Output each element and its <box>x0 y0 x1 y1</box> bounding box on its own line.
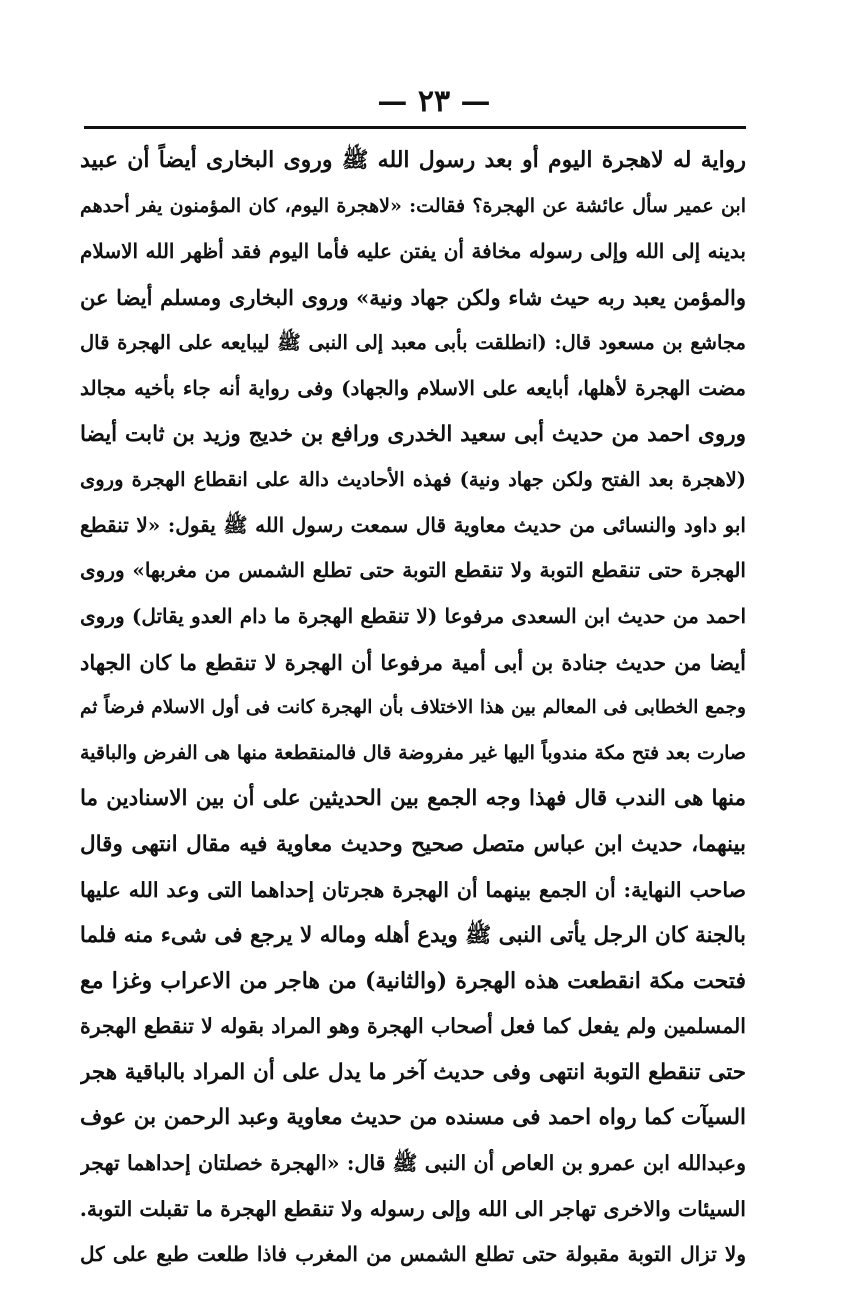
text-line: صاحب النهاية: أن الجمع بينهما أن الهجرة هجرتان إحداهما التى وعد الله عليها <box>80 877 746 902</box>
text-line: وروى احمد من حديث أبى سعيد الخدرى ورافع بن خديج وزيد بن ثابت أيضا <box>80 421 746 447</box>
text-line: صارت بعد فتح مكة مندوباً اليها غير مفروضة قال فالمنقطعة منها هى الفرض والباقية <box>80 741 746 764</box>
text-line: السيآت كما رواه احمد فى مسنده من حديث معاوية وعبد الرحمن بن عوف <box>80 1105 746 1131</box>
text-line: ولا تزال التوبة مقبولة حتى تطلع الشمس من المغرب فاذا طلعت طبع على كل <box>80 1242 746 1267</box>
text-line: بالجنة كان الرجل يأتى النبى ﷺ ويدع أهله وماله لا يرجع فى شىء منه فلما <box>80 923 746 949</box>
text-line: رواية له لاهجرة اليوم أو بعد رسول الله ﷺ وروى البخارى أيضاً أن عبيد <box>80 147 746 173</box>
text-line: السيئات والاخرى تهاجر الى الله وإلى رسوله ولا تنقطع الهجرة ما تقبلت التوبة. <box>80 1196 746 1221</box>
text-line: (لاهجرة بعد الفتح ولكن جهاد ونية) فهذه الأحاديث دالة على انقطاع الهجرة وروى <box>80 468 746 492</box>
header-rule <box>84 126 746 129</box>
page-number: — ٢٣ — <box>377 84 491 119</box>
text-line: فتحت مكة انقطعت هذه الهجرة (والثانية) من هاجر من الاعراب وغزا مع <box>80 967 746 994</box>
text-line: الهجرة حتى تنقطع التوبة ولا تنقطع التوبة حتى تطلع الشمس من مغربها» وروى <box>80 558 746 583</box>
text-line: أيضا من حديث جنادة بن أبى أمية مرفوعا أن الهجرة لا تنقطع ما كان الجهاد <box>80 649 746 675</box>
text-line: مجاشع بن مسعود قال: (انطلقت بأبى معبد إلى النبى ﷺ ليبايعه على الهجرة قال <box>80 331 746 355</box>
text-line: بينهما، حديث ابن عباس متصل صحيح وحديث معاوية فيه مقال انتهى وقال <box>80 831 746 857</box>
text-line: منها هى الندب قال فهذا وجه الجمع بين الحديثين على أن بين الاسنادين ما <box>80 786 746 812</box>
text-line: وعبدالله ابن عمرو بن العاص أن النبى ﷺ قال: «الهجرة خصلتان إحداهما تهجر <box>80 1151 746 1176</box>
text-line: المسلمين ولم يفعل كما فعل أصحاب الهجرة وهو المراد بقوله لا تنقطع الهجرة <box>80 1014 746 1039</box>
text-line: احمد من حديث ابن السعدى مرفوعا (لا تنقطع الهجرة ما دام العدو يقاتل) وروى <box>80 603 746 628</box>
text-line: مضت الهجرة لأهلها، أبايعه على الاسلام والجهاد) وفى رواية أنه جاء بأخيه مجالد <box>80 375 746 400</box>
body-text <box>80 138 746 1278</box>
text-line: ابو داود والنسائى من حديث معاوية قال سمعت رسول الله ﷺ يقول: «لا تنقطع <box>80 512 746 537</box>
text-line: وجمع الخطابى فى المعالم بين هذا الاختلاف بأن الهجرة كانت فى أول الاسلام فرضاً ثم <box>80 697 746 719</box>
text-line: بدينه إلى الله وإلى رسوله مخافة أن يفتن عليه فأما اليوم فقد أظهر الله الاسلام <box>80 239 746 264</box>
text-line: حتى تنقطع التوبة انتهى وفى حديث آخر ما يدل على أن المراد بالباقية هجر <box>80 1059 746 1085</box>
text-line: والمؤمن يعبد ربه حيث شاء ولكن جهاد ونية» وروى البخارى ومسلم أيضا عن <box>80 284 746 310</box>
text-line: ابن عمير سأل عائشة عن الهجرة؟ فقالت: «لاهجرة اليوم، كان المؤمنون يفر أحدهم <box>80 194 746 217</box>
